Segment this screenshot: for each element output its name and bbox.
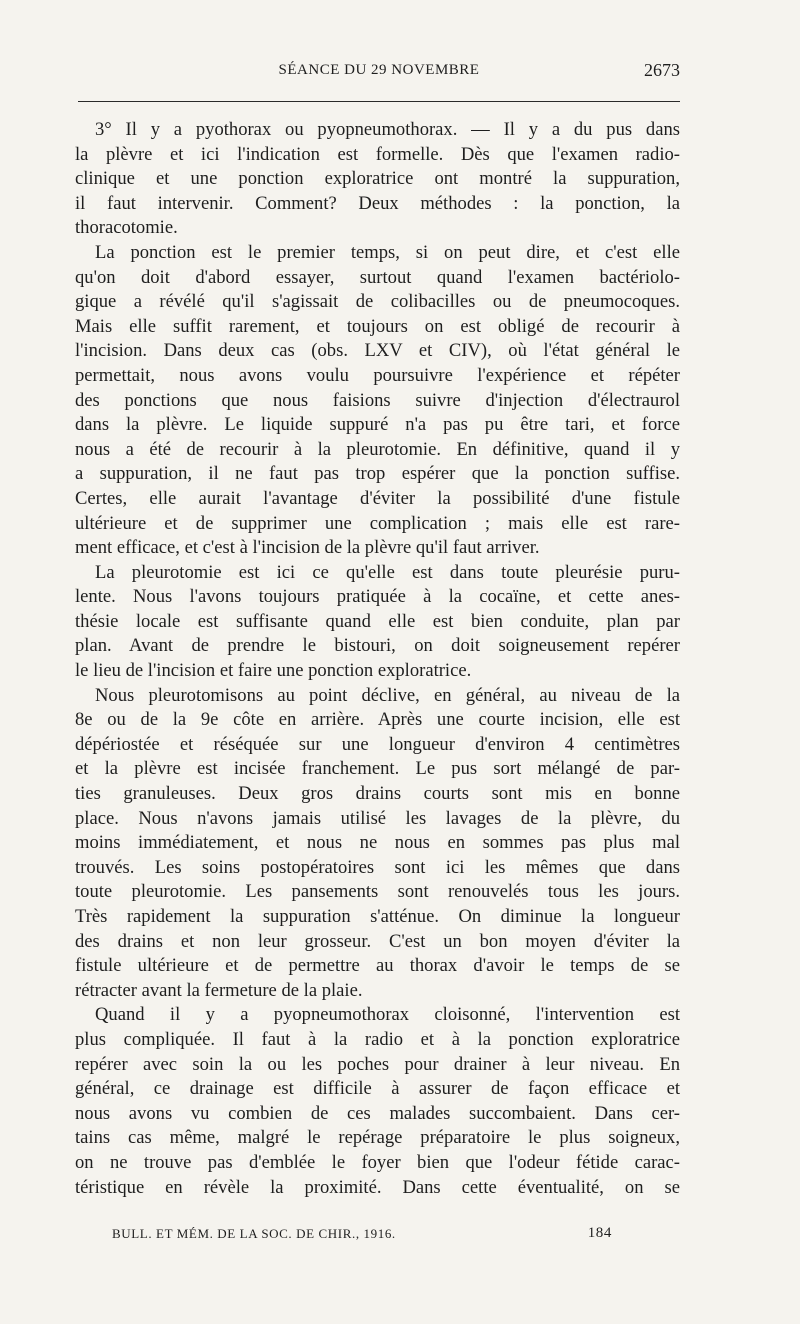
text-line: le lieu de l'incision et faire une ponction exploratrice. <box>75 660 472 682</box>
text-line: lente. Nous l'avons toujours pratiquée à la cocaïne, et cette anes- <box>75 586 680 608</box>
text-line: des drains et non leur grosseur. C'est un bon moyen d'éviter la <box>75 930 680 952</box>
text-line: dans la plèvre. Le liquide suppuré n'a pas pu être tari, et force <box>75 414 680 436</box>
text-line: repérer avec soin la ou les poches pour drainer à leur niveau. En <box>75 1053 680 1075</box>
page-number: 2673 <box>644 60 680 80</box>
text-line: ultérieure et de supprimer une complication ; mais elle est rare- <box>75 512 680 534</box>
text-line: dépériostée et réséquée sur une longueur d'environ 4 centimètres <box>75 733 680 755</box>
text-line: 3° Il y a pyothorax ou pyopneumothorax. — Il y a du pus dans <box>95 119 680 140</box>
text-line: trouvés. Les soins postopératoires sont ici les mêmes que dans <box>75 856 680 878</box>
text-line: téristique en révèle la proximité. Dans cette éventualité, on se <box>75 1176 680 1198</box>
header-rule <box>78 101 680 102</box>
signature-mark: 184 <box>587 1225 612 1241</box>
text-line: on ne trouve pas d'emblée le foyer bien que l'odeur fétide carac- <box>75 1151 680 1173</box>
text-line: qu'on doit d'abord essayer, surtout quand l'examen bactériolo- <box>75 266 680 288</box>
footer-citation: BULL. ET MÉM. DE LA SOC. DE CHIR., 1916. <box>112 1226 396 1241</box>
text-line: plan. Avant de prendre le bistouri, on doit soigneusement repérer <box>75 635 680 657</box>
text-line: permettait, nous avons voulu poursuivre l'expérience et répéter <box>75 364 680 386</box>
text-line: tains cas même, malgré le repérage préparatoire le plus soigneux, <box>75 1127 680 1149</box>
text-line: rétracter avant la fermeture de la plaie. <box>75 979 363 1001</box>
text-line: place. Nous n'avons jamais utilisé les lavages de la plèvre, du <box>75 807 680 829</box>
text-line: a suppuration, il ne faut pas trop espérer que la ponction suffise. <box>75 463 680 485</box>
paragraph-1 <box>75 118 680 241</box>
body-text <box>75 118 680 1200</box>
text-line: Nous pleurotomisons au point déclive, en général, au niveau de la <box>95 684 680 706</box>
text-line: thoracotomie. <box>75 217 178 239</box>
text-line: fistule ultérieure et de permettre au thorax d'avoir le temps de se <box>75 955 680 977</box>
text-line: thésie locale est suffisante quand elle est bien conduite, plan par <box>75 610 680 632</box>
text-line: gique a révélé qu'il s'agissait de colibacilles ou de pneumocoques. <box>75 291 680 313</box>
text-line: nous avons vu combien de ces malades succombaient. Dans cer- <box>75 1102 680 1124</box>
text-line: La ponction est le premier temps, si on peut dire, et c'est elle <box>95 241 680 263</box>
text-line: général, ce drainage est difficile à assurer de façon efficace et <box>75 1078 680 1100</box>
text-line: Mais elle suffit rarement, et toujours on est obligé de recourir à <box>75 315 680 337</box>
paragraph-3 <box>75 561 680 684</box>
text-line: 8e ou de la 9e côte en arrière. Après une courte incision, elle est <box>75 709 680 731</box>
text-line: La pleurotomie est ici ce qu'elle est dans toute pleurésie puru- <box>95 561 680 583</box>
text-line: clinique et une ponction exploratrice ont montré la suppuration, <box>75 168 680 190</box>
text-line: l'incision. Dans deux cas (obs. LXV et CIV), où l'état général le <box>75 340 680 362</box>
running-header <box>78 62 680 90</box>
paragraph-2 <box>75 241 680 561</box>
text-line: Très rapidement la suppuration s'atténue. On diminue la longueur <box>75 906 680 927</box>
text-line: Certes, elle aurait l'avantage d'éviter la possibilité d'une fistule <box>75 487 680 509</box>
page-footer <box>112 1226 612 1246</box>
text-line: plus compliquée. Il faut à la radio et à la ponction exploratrice <box>75 1028 680 1050</box>
text-line: nous a été de recourir à la pleurotomie. En définitive, quand il y <box>75 438 680 460</box>
text-line: la plèvre et ici l'indication est formelle. Dès que l'examen radio- <box>75 143 680 165</box>
text-line: ties granuleuses. Deux gros drains courts sont mis en bonne <box>75 783 680 805</box>
text-line: Quand il y a pyopneumothorax cloisonné, l'intervention est <box>95 1004 680 1026</box>
text-line: des ponctions que nous faisions suivre d'injection d'électraurol <box>75 389 680 411</box>
text-line: et la plèvre est incisée franchement. Le pus sort mélangé de par- <box>75 758 680 780</box>
text-line: ment efficace, et c'est à l'incision de la plèvre qu'il faut arriver. <box>75 537 540 559</box>
text-line: il faut intervenir. Comment? Deux méthodes : la ponction, la <box>75 192 680 214</box>
paragraph-4 <box>75 684 680 1004</box>
header-title: SÉANCE DU 29 NOVEMBRE <box>278 62 480 78</box>
paragraph-5 <box>75 1003 680 1200</box>
text-line: toute pleurotomie. Les pansements sont renouvelés tous les jours. <box>75 881 680 903</box>
text-line: moins immédiatement, et nous ne nous en sommes pas plus mal <box>75 832 680 854</box>
